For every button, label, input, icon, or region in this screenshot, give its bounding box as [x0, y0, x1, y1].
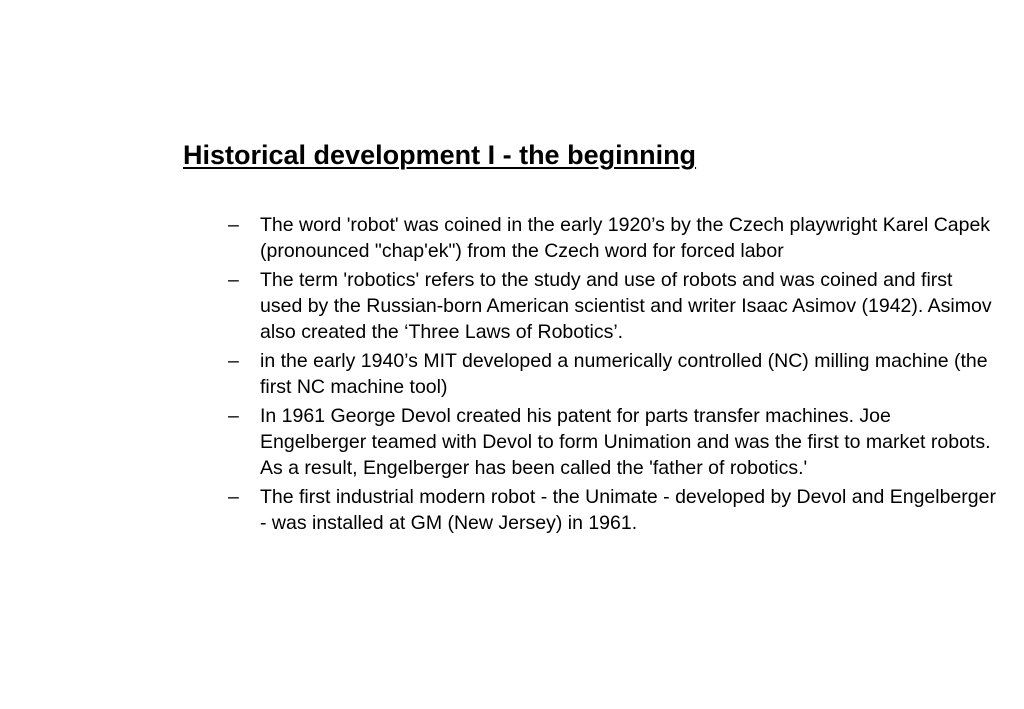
bullet-text: The word 'robot' was coined in the early 1920’s by the Czech playwright Karel Capek (pronounced "chap'ek") from the Czech word for forced labor [260, 214, 991, 262]
list-item [228, 212, 998, 264]
bullet-text: The term 'robotics' refers to the study and use of robots and was coined and first used by the Russian-born American scientist and writer Isaac Asimov (1942). Asimov also created the ‘Three Laws of Robotics’. [260, 269, 992, 343]
bullet-text: The first industrial modern robot - the Unimate - developed by Devol and Engelberger - was installed at GM (New Jersey) in 1961. [260, 486, 996, 534]
bullet-list [228, 212, 998, 539]
bullet-dash: – [228, 269, 239, 291]
bullet-text: in the early 1940’s MIT developed a numerically controlled (NC) milling machine (the first NC machine tool) [260, 350, 988, 398]
list-item [228, 484, 998, 536]
list-item [228, 403, 998, 481]
bullet-dash: – [228, 486, 239, 508]
bullet-text: In 1961 George Devol created his patent for parts transfer machines. Joe Engelberger teamed with Devol to form Unimation and was the first to market robots. As a result, Engelberger has been called the 'father of robotics.' [260, 405, 991, 479]
bullet-dash: – [228, 350, 239, 372]
list-item [228, 267, 998, 345]
list-item [228, 348, 998, 400]
slide-title: Historical development I - the beginning [183, 140, 697, 170]
bullet-dash: – [228, 405, 239, 427]
bullet-dash: – [228, 214, 239, 236]
